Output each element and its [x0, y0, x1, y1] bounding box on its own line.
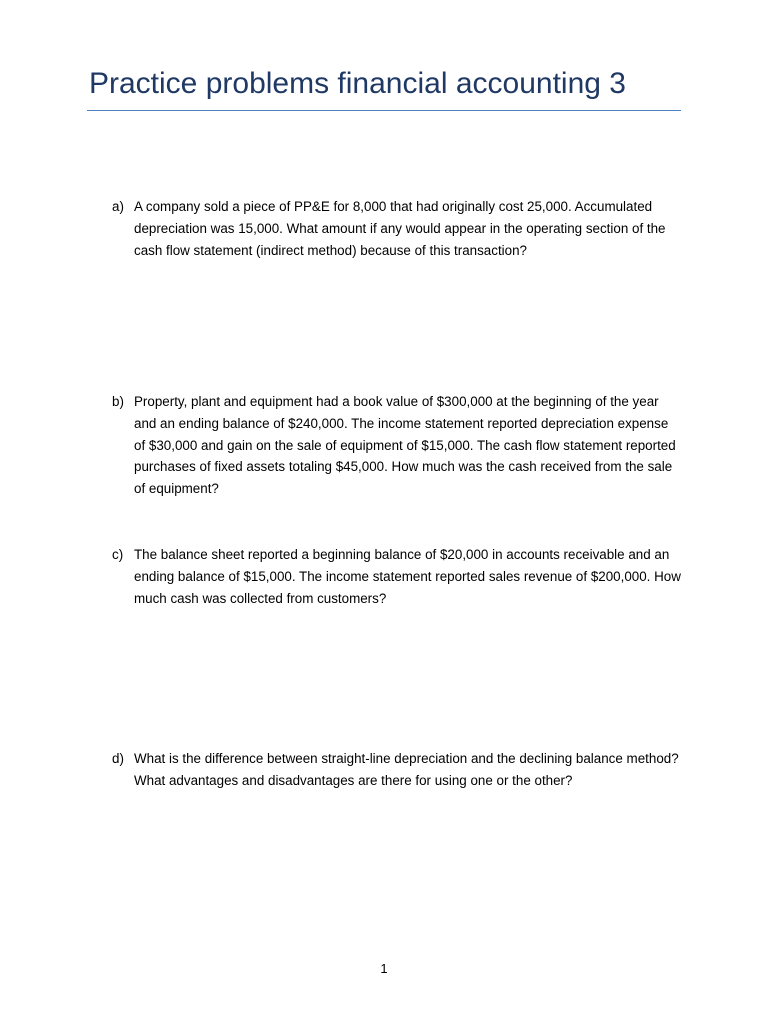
problem-d-marker: d)	[112, 751, 124, 766]
page-title: Practice problems financial accounting 3	[89, 67, 626, 100]
problem-c-marker: c)	[112, 547, 124, 562]
problem-d-text: What is the difference between straight-line depreciation and the declining balance method? What advantages and disadvantages are there for using one or the other?	[134, 751, 679, 788]
problem-c-text: The balance sheet reported a beginning balance of $20,000 in accounts receivable and an ending balance of $15,000. The income statement reported sales revenue of $200,000. How much cash was collected from customers?	[134, 547, 681, 606]
problem-b-marker: b)	[112, 394, 124, 409]
problem-b	[112, 391, 682, 500]
title-underline	[87, 110, 681, 111]
problem-d	[112, 748, 682, 792]
page-number: 1	[380, 961, 388, 976]
problem-a	[112, 196, 682, 261]
problem-a-marker: a)	[112, 199, 124, 214]
problem-b-text: Property, plant and equipment had a book value of $300,000 at the beginning of the year and an ending balance of $240,000. The income statement reported depreciation expense of $30,000 and gain on the sale of equipment of $15,000. The cash flow statement reported purchases of fixed assets totaling $45,000. How much was the cash received from the sale of equipment?	[134, 394, 676, 497]
problem-c	[112, 544, 682, 609]
problem-a-text: A company sold a piece of PP&E for 8,000 that had originally cost 25,000. Accumulated depreciation was 15,000. What amount if any would appear in the operating section of the cash flow statement (indirect method) because of this transaction?	[134, 199, 666, 258]
